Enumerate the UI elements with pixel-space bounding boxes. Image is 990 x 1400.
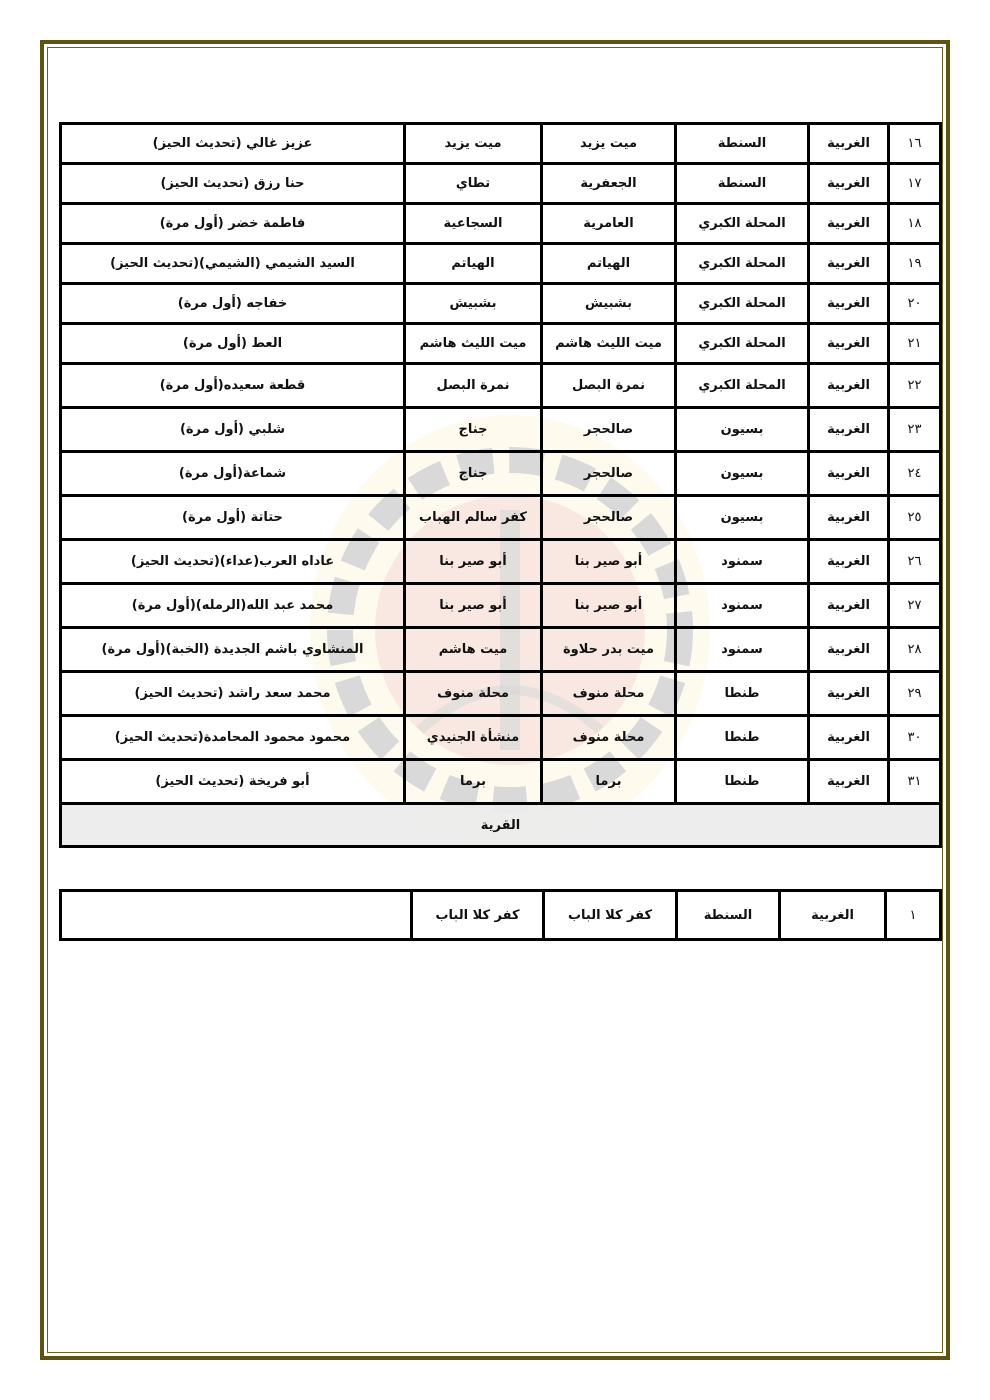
governorate-cell: الغربية (809, 760, 889, 804)
table-row (61, 716, 941, 760)
governorate-cell: الغربية (809, 364, 889, 408)
governorate-cell: الغربية (809, 324, 889, 364)
center-cell: بسيون (676, 408, 809, 452)
villages-table (59, 122, 942, 848)
village-cell: كفر كلا الباب (412, 891, 544, 940)
unit-cell: ميت الليث هاشم (542, 324, 676, 364)
village-cell: ميت الليث هاشم (405, 324, 542, 364)
village-cell: محلة منوف (405, 672, 542, 716)
area-cell: المنشاوي باشم الجديدة (الخبة)(أول مرة) (61, 628, 405, 672)
village-cell: أبو صير بنا (405, 540, 542, 584)
governorate-cell: الغربية (809, 124, 889, 164)
center-cell: السنطة (677, 891, 780, 940)
unit-cell: ميت بدر حلاوة (542, 628, 676, 672)
village-section-table (59, 889, 942, 941)
unit-cell: أبو صير بنا (542, 584, 676, 628)
row-number: ٢٨ (889, 628, 941, 672)
center-cell: السنطة (676, 164, 809, 204)
row-number: ٢٥ (889, 496, 941, 540)
center-cell: بسيون (676, 452, 809, 496)
governorate-cell: الغربية (809, 164, 889, 204)
unit-cell: العامرية (542, 204, 676, 244)
table-row (61, 124, 941, 164)
area-cell: عزيز غالي (تحديث الحيز) (61, 124, 405, 164)
village-cell: تطاي (405, 164, 542, 204)
section-title: القرية (61, 804, 941, 847)
table-row (61, 204, 941, 244)
village-cell: كفر سالم الهباب (405, 496, 542, 540)
row-number: ١٩ (889, 244, 941, 284)
table-row (61, 628, 941, 672)
area-cell: فاطمة خضر (أول مرة) (61, 204, 405, 244)
row-number: ١٧ (889, 164, 941, 204)
governorate-cell: الغربية (809, 496, 889, 540)
center-cell: المحلة الكبري (676, 204, 809, 244)
row-number: ٢٦ (889, 540, 941, 584)
area-cell: أبو فريخة (تحديث الحيز) (61, 760, 405, 804)
governorate-cell: الغربية (809, 628, 889, 672)
center-cell: طنطا (676, 672, 809, 716)
row-number: ٢١ (889, 324, 941, 364)
village-cell: أبو صير بنا (405, 584, 542, 628)
area-cell: خفاجه (أول مرة) (61, 284, 405, 324)
village-cell: جناج (405, 452, 542, 496)
row-number: ١ (886, 891, 941, 940)
unit-cell: نمرة البصل (542, 364, 676, 408)
area-cell: قطعة سعيده(أول مرة) (61, 364, 405, 408)
row-number: ٣٠ (889, 716, 941, 760)
area-cell: عاداه العرب(عداء)(تحديث الحيز) (61, 540, 405, 584)
area-cell: حنا رزق (تحديث الحيز) (61, 164, 405, 204)
unit-cell: صالحجر (542, 496, 676, 540)
village-cell: الهياتم (405, 244, 542, 284)
village-cell: نمرة البصل (405, 364, 542, 408)
unit-cell: محلة منوف (542, 672, 676, 716)
village-cell: جناج (405, 408, 542, 452)
governorate-cell: الغربية (809, 452, 889, 496)
center-cell: المحلة الكبري (676, 324, 809, 364)
unit-cell: كفر كلا الباب (544, 891, 677, 940)
table-row (61, 584, 941, 628)
area-cell: شلبي (أول مرة) (61, 408, 405, 452)
governorate-cell: الغربية (809, 540, 889, 584)
row-number: ٢٣ (889, 408, 941, 452)
center-cell: المحلة الكبري (676, 244, 809, 284)
row-number: ٣١ (889, 760, 941, 804)
row-number: ١٦ (889, 124, 941, 164)
governorate-cell: الغربية (809, 284, 889, 324)
row-number: ٢٩ (889, 672, 941, 716)
center-cell: سمنود (676, 628, 809, 672)
governorate-cell: الغربية (809, 408, 889, 452)
center-cell: المحلة الكبري (676, 284, 809, 324)
village-cell: ميت هاشم (405, 628, 542, 672)
area-cell (61, 891, 412, 940)
table-row (61, 164, 941, 204)
area-cell: محمد عبد الله(الرمله)(أول مرة) (61, 584, 405, 628)
table-row (61, 891, 941, 940)
row-number: ٢٠ (889, 284, 941, 324)
center-cell: المحلة الكبري (676, 364, 809, 408)
center-cell: سمنود (676, 540, 809, 584)
row-number: ١٨ (889, 204, 941, 244)
governorate-cell: الغربية (809, 672, 889, 716)
table-row (61, 408, 941, 452)
governorate-cell: الغربية (809, 584, 889, 628)
area-cell: حتاتة (أول مرة) (61, 496, 405, 540)
center-cell: بسيون (676, 496, 809, 540)
governorate-cell: الغربية (809, 204, 889, 244)
unit-cell: صالحجر (542, 408, 676, 452)
unit-cell: محلة منوف (542, 716, 676, 760)
table-row (61, 284, 941, 324)
village-cell: ميت يزيد (405, 124, 542, 164)
area-cell: السيد الشيمي (الشيمي)(تحديث الحيز) (61, 244, 405, 284)
table-row (61, 364, 941, 408)
governorate-cell: الغربية (780, 891, 886, 940)
unit-cell: بشبيش (542, 284, 676, 324)
area-cell: محمود محمود المحامدة(تحديث الحيز) (61, 716, 405, 760)
area-cell: العط (أول مرة) (61, 324, 405, 364)
section-header-row (61, 804, 941, 847)
table-row (61, 760, 941, 804)
unit-cell: صالحجر (542, 452, 676, 496)
area-cell: شماعة(أول مرة) (61, 452, 405, 496)
table-row (61, 672, 941, 716)
table-row (61, 452, 941, 496)
governorate-cell: الغربية (809, 716, 889, 760)
village-cell: منشأة الجنيدي (405, 716, 542, 760)
village-cell: برما (405, 760, 542, 804)
row-number: ٢٧ (889, 584, 941, 628)
unit-cell: الهياتم (542, 244, 676, 284)
row-number: ٢٤ (889, 452, 941, 496)
village-cell: السجاعية (405, 204, 542, 244)
unit-cell: برما (542, 760, 676, 804)
unit-cell: أبو صير بنا (542, 540, 676, 584)
unit-cell: الجعفرية (542, 164, 676, 204)
table-row (61, 244, 941, 284)
center-cell: طنطا (676, 760, 809, 804)
table-row (61, 324, 941, 364)
governorate-cell: الغربية (809, 244, 889, 284)
table-row (61, 496, 941, 540)
row-number: ٢٢ (889, 364, 941, 408)
center-cell: طنطا (676, 716, 809, 760)
center-cell: سمنود (676, 584, 809, 628)
table-row (61, 540, 941, 584)
area-cell: محمد سعد راشد (تحديث الحيز) (61, 672, 405, 716)
center-cell: السنطة (676, 124, 809, 164)
village-cell: بشبيش (405, 284, 542, 324)
unit-cell: ميت يزيد (542, 124, 676, 164)
